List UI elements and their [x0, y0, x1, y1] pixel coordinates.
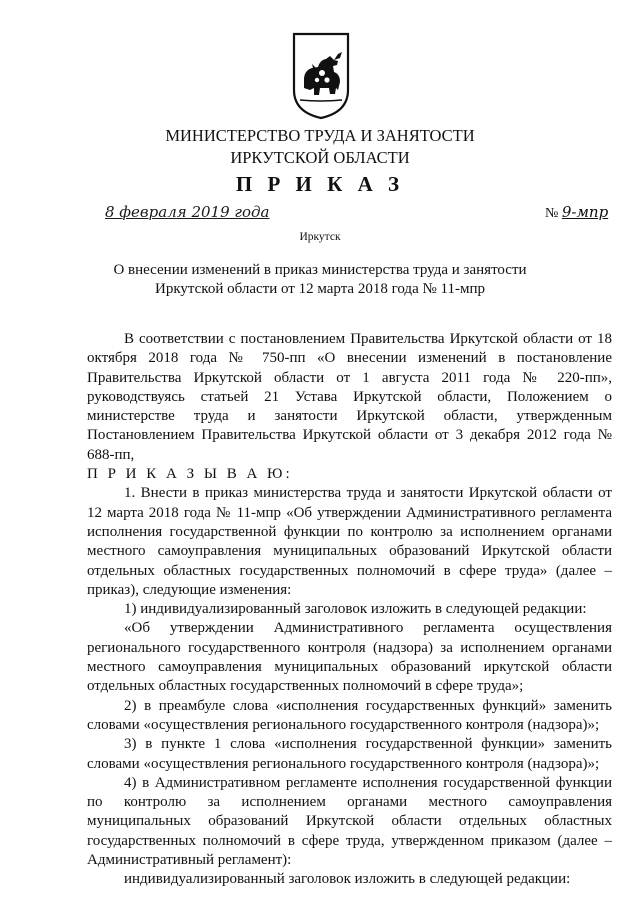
order-body	[87, 330, 612, 890]
paragraph-1-1-quote: «Об утверждении Административного регламента осуществления регионального государственного контроля (надзора) за исполнением органами местного самоуправления муниципальных образований иркутской области отдельных областных государственных полномочий в сфере труда»;	[87, 620, 612, 695]
paragraph-1-4: 4) в Административном регламенте исполнения государственной функции по контролю за исполнением органами местного самоуправления муниципальных образований Иркутской области отдельных областных государственных полномочий в сфере труда, утвержденном приказом (далее – Административный регламент):	[87, 774, 612, 869]
handwritten-number: 9-мпр	[561, 203, 609, 221]
order-number	[545, 203, 608, 222]
ministry-name-line2: ИРКУТСКОЙ ОБЛАСТИ	[230, 148, 410, 167]
intro-paragraph: В соответствии с постановлением Правительства Иркутской области от 18 октября 2018 года № 750-пп «О внесении изменений в постановление Правительства Иркутской области от 1 августа 2011 года № 220-пп», руководствуясь статьей 21 Устава Иркутской области, Положением о министерстве труда и занятости Иркутской области, утвержденным Постановлением Правительства Иркутской области от 3 декабря 2012 года № 688-пп,	[87, 331, 612, 463]
paragraph-1-2: 2) в преамбуле слова «исполнения государственных функций» заменить словами «осуществления регионального государственного контроля (надзора)»;	[87, 697, 612, 733]
coat-of-arms-icon	[290, 30, 352, 120]
handwritten-date: 8 февраля 2019 года	[105, 203, 270, 221]
ministry-name-line1: МИНИСТЕРСТВО ТРУДА И ЗАНЯТОСТИ	[165, 126, 475, 145]
paragraph-1: 1. Внести в приказ министерства труда и занятости Иркутской области от 12 марта 2018 года № 11-мпр «Об утверждении Административного регламента исполнения государственной функции по контролю за исполнением органами местного самоуправления муниципальных образований Иркутской области отдельных областных государственных полномочий в сфере труда» (далее – приказ), следующие изменения:	[87, 485, 612, 598]
city-name: Иркутск	[299, 231, 341, 243]
paragraph-1-3: 3) в пункте 1 слова «исполнения государственной функции» заменить словами «осуществления регионального государственного контроля (надзора)»;	[87, 736, 612, 772]
number-sign: №	[545, 206, 559, 221]
paragraph-1-4-a: индивидуализированный заголовок изложить в следующей редакции:	[124, 871, 571, 888]
document-title: П Р И К А З	[235, 172, 405, 196]
order-subject: О внесении изменений в приказ министерства труда и занятости Иркутской области от 12 марта 2018 года № 11-мпр	[113, 262, 527, 297]
paragraph-1-1: 1) индивидуализированный заголовок изложить в следующей редакции:	[124, 601, 587, 618]
prikazyvayu-heading: П Р И К А З Ы В А Ю:	[87, 466, 293, 483]
